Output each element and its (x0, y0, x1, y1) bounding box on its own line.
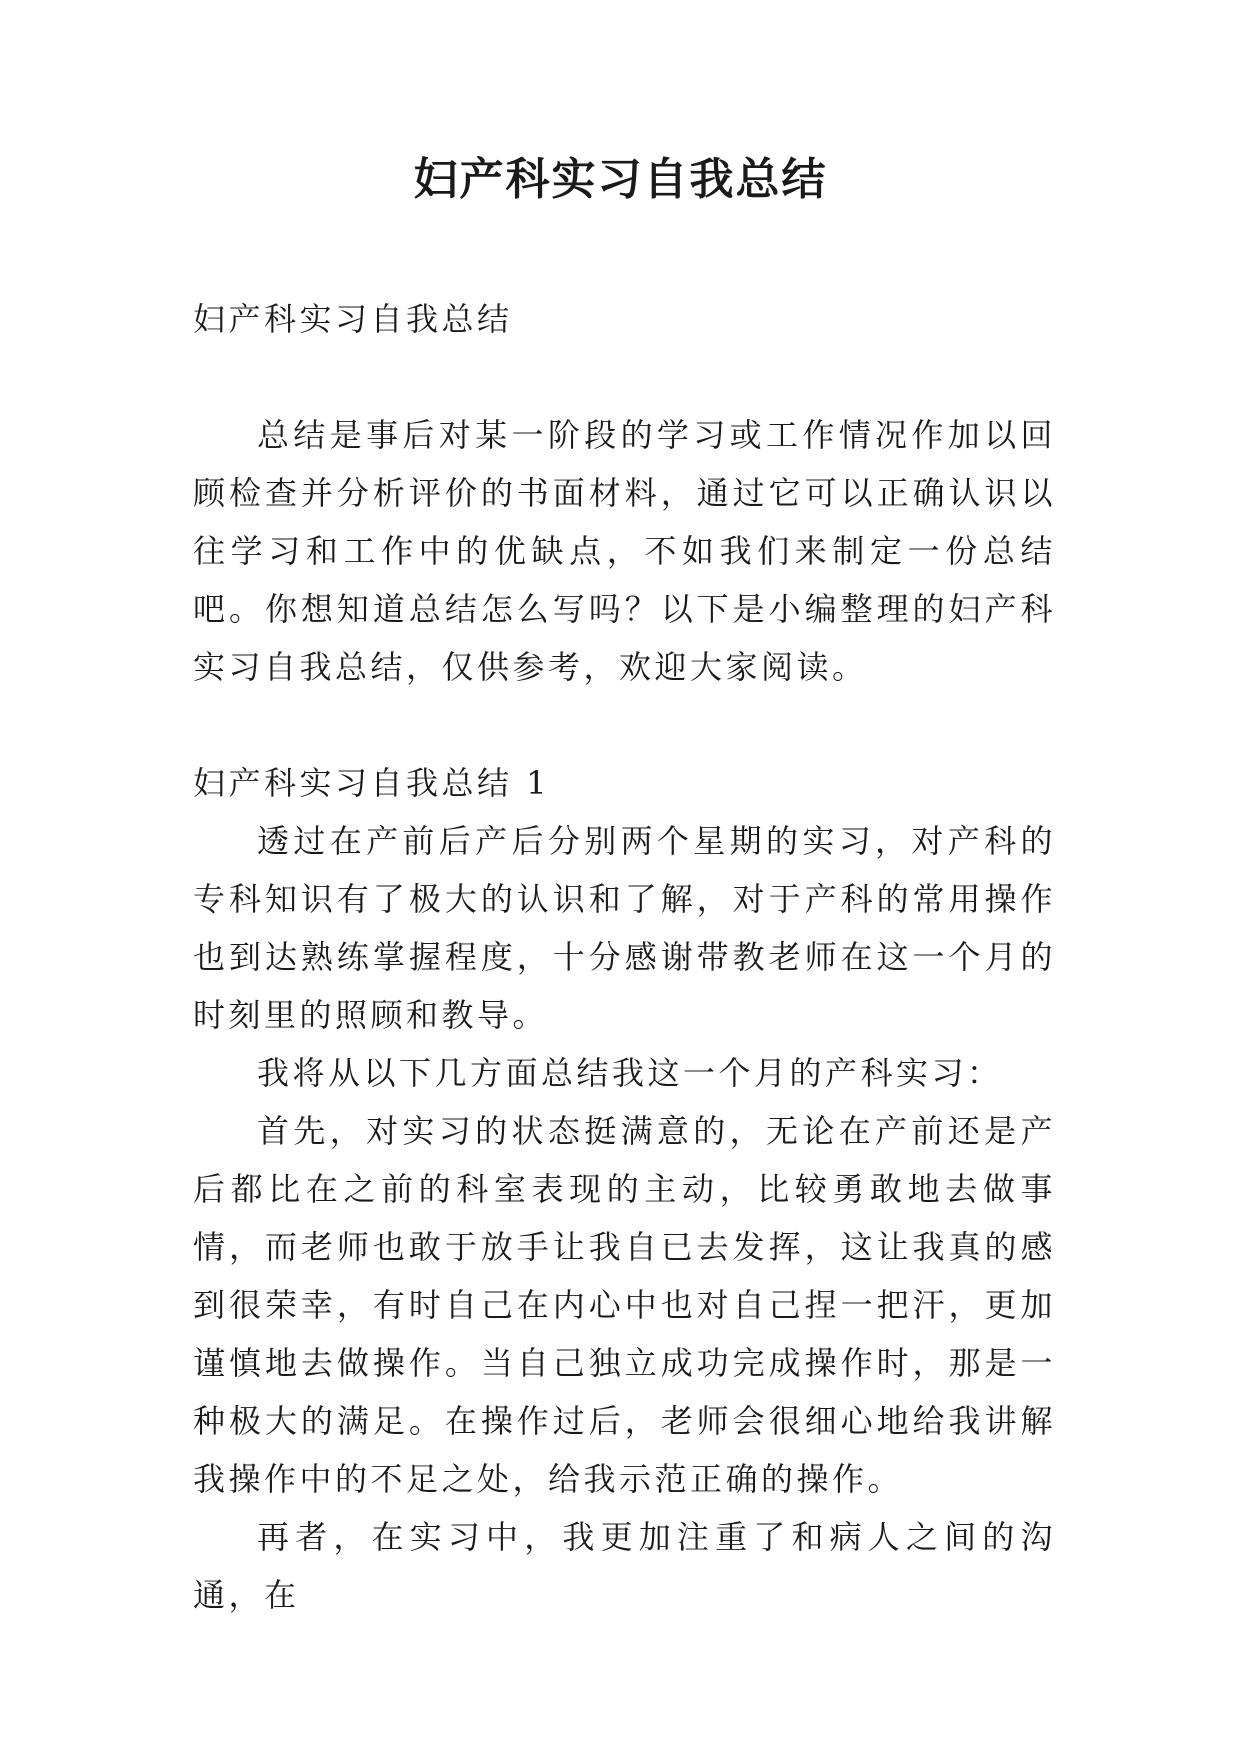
body-paragraph: 我将从以下几方面总结我这一个月的产科实习： (257, 1054, 1003, 1092)
section-heading: 妇产科实习自我总结 1 (193, 764, 551, 802)
document-subtitle: 妇产科实习自我总结 (193, 300, 513, 338)
intro-paragraph: 总结是事后对某一阶段的学习或工作情况作加以回顾检查并分析评价的书面材料，通过它可以正确认识以往学习和工作中的优缺点，不如我们来制定一份总结吧。你想知道总结怎么写吗？以下是小编整理的妇产科实习自我总结，仅供参考，欢迎大家阅读。 (193, 416, 1056, 686)
body-paragraph: 首先，对实习的状态挺满意的，无论在产前还是产后都比在之前的科室表现的主动，比较勇敢地去做事情，而老师也敢于放手让我自已去发挥，这让我真的感到很荣幸，有时自己在内心中也对自己捏一把汗，更加谨慎地去做操作。当自己独立成功完成操作时，那是一种极大的满足。在操作过后，老师会很细心地给我讲解我操作中的不足之处，给我示范正确的操作。 (193, 1112, 1056, 1498)
body-paragraph: 再者，在实习中，我更加注重了和病人之间的沟通，在 (193, 1518, 1056, 1614)
document-title: 妇产科实习自我总结 (413, 154, 828, 205)
body-paragraph: 透过在产前后产后分别两个星期的实习，对产科的专科知识有了极大的认识和了解，对于产科的常用操作也到达熟练掌握程度，十分感谢带教老师在这一个月的时刻里的照顾和教导。 (193, 822, 1056, 1034)
document-body (193, 290, 1056, 1624)
